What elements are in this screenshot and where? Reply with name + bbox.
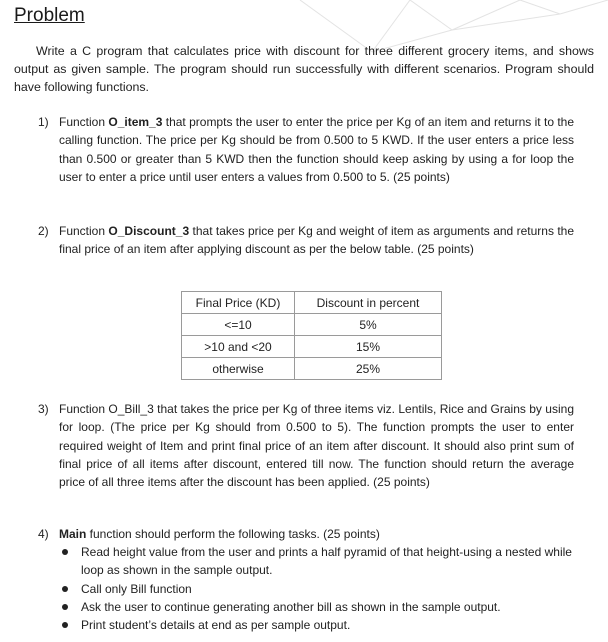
item-body: Function O_item_3 that prompts the user to enter the price per Kg of an item and returns it to the calling function. The price per Kg should be from 0.500 to 5 KWD. If the user enters a price less than 0.500 or greater than 5 KWD then the function should keep asking by using a for loop the user to enter a price until user enters a values from 0.500 to 5. (25 points): [59, 115, 575, 184]
item-number: 1): [38, 115, 49, 129]
discount-table: [181, 291, 442, 380]
list-item: Print student’s details at end as per sample output.: [62, 616, 572, 634]
table-cell: 25%: [295, 358, 442, 380]
bullet-icon: [62, 622, 68, 628]
bullet-icon: [62, 586, 68, 592]
table-row: [182, 358, 442, 380]
list-item: Call only Bill function: [62, 580, 572, 598]
bullet-icon: [62, 549, 68, 555]
list-item: Ask the user to continue generating another bill as shown in the sample output.: [62, 598, 572, 616]
function-name: O_item_3: [108, 115, 163, 129]
list-item-1: [38, 113, 574, 186]
list-item-3: [38, 400, 574, 491]
bullet-icon: [62, 604, 68, 610]
list-item-4: [38, 525, 574, 543]
table-header-cell: Discount in percent: [295, 292, 442, 314]
table-cell: 15%: [295, 336, 442, 358]
item-number: 3): [38, 402, 49, 416]
table-cell: otherwise: [182, 358, 295, 380]
table-header-cell: Final Price (KD): [182, 292, 295, 314]
function-name: O_Discount_3: [108, 224, 190, 238]
table-cell: >10 and <20: [182, 336, 295, 358]
item-number: 2): [38, 224, 49, 238]
table-row: [182, 336, 442, 358]
item-body: Function O_Bill_3 that takes the price per Kg of three items viz. Lentils, Rice and Grains by using for loop. (The price per Kg should from 0.500 to 5). The function prompts the user to enter required weight of Item and print final price of an item after discount. It should also print sum of final price of all items after discount, entered till now. The function should return the average price of all three items after the discount has been applied. (25 points): [59, 402, 574, 490]
list-item-2: [38, 222, 574, 259]
table-row: [182, 314, 442, 336]
page-title: Problem: [14, 5, 85, 26]
table-cell: 5%: [295, 314, 442, 336]
table-cell: <=10: [182, 314, 295, 336]
function-name: Main: [59, 527, 87, 541]
intro-paragraph: Write a C program that calculates price with discount for three different grocery items, and shows output as given sample. The program should run successfully with different scenarios. Program should have following functions.: [14, 44, 594, 94]
list-item: Read height value from the user and prints a half pyramid of that height-using a nested while loop as shown in the sample output.: [62, 543, 572, 580]
item-number: 4): [38, 527, 49, 541]
item-body: Function O_Discount_3 that takes price per Kg and weight of item as arguments and returns the final price of an item after applying discount as per the below table. (25 points): [59, 224, 575, 257]
task-list: [62, 543, 572, 634]
item-body: Main function should perform the following tasks. (25 points): [59, 527, 380, 541]
table-header-row: [182, 292, 442, 314]
function-name: O_Bill_3: [108, 402, 154, 416]
